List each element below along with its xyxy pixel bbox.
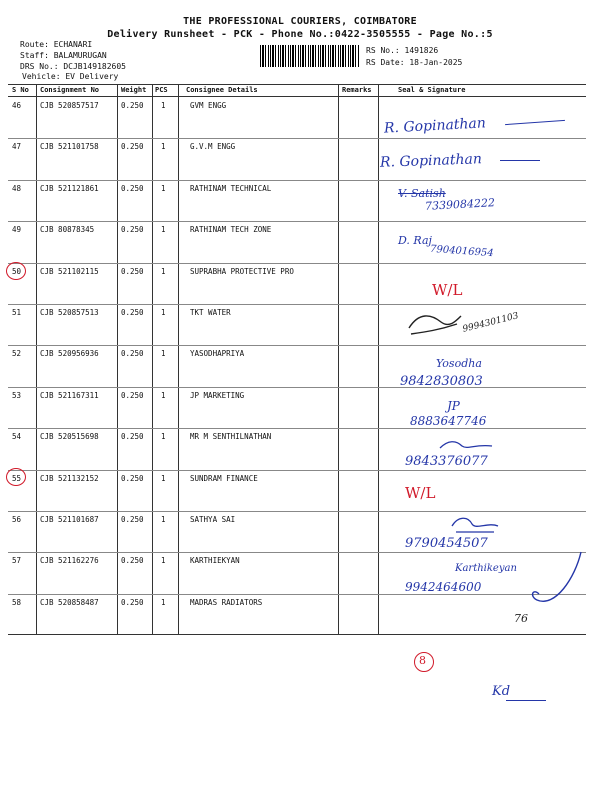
cell-weight: 0.250 [121,142,144,152]
table-top-border [8,84,586,85]
cell-pcs: 1 [161,515,166,524]
cell-consignee: SUNDRAM FINANCE [190,473,258,483]
cell-pcs: 1 [161,183,166,193]
staff: Staff: BALAMURUGAN [20,51,107,60]
header-weight: Weight [121,86,147,94]
signature-row-56-phone: 9790454507 [405,536,488,551]
cell-sno: 54 [12,432,22,442]
cell-consignment: CJB 80878345 [40,225,95,235]
signature-row-52-phone: 9842830803 [400,374,483,389]
cell-weight: 0.250 [121,266,144,276]
cell-consignment: CJB 520515698 [40,432,99,442]
signature-row-54-scribble [436,438,496,454]
cell-sno: 57 [12,556,22,566]
rs-date: RS Date: 18-Jan-2025 [366,58,463,67]
cell-weight: 0.250 [121,349,144,359]
cell-sno: 52 [12,349,22,359]
cell-weight: 0.250 [121,183,144,193]
remark-row-50: W/L [432,281,463,299]
cell-consignee: RATHINAM TECH ZONE [190,225,272,235]
cell-weight: 0.250 [121,597,144,607]
row-divider [8,387,586,388]
cell-weight: 0.250 [121,308,144,317]
signature-row-57-name: Karthikeyan [455,563,517,574]
closing-check-stroke [525,548,585,638]
table-bottom-border [8,634,586,635]
cell-weight: 0.250 [121,556,144,566]
cell-pcs: 1 [161,390,166,400]
cell-weight: 0.250 [121,225,144,235]
cell-consignee: GVM ENGG [190,101,227,110]
cell-sno: 51 [12,308,22,317]
cell-consignee: RATHINAM TECHNICAL [190,183,272,193]
remark-row-55: W/L [405,484,436,502]
cell-weight: 0.250 [121,515,144,524]
cell-weight: 0.250 [121,101,144,110]
signature-row-57-phone: 9942464600 [405,580,482,594]
rs-number: RS No.: 1491826 [366,46,439,55]
cell-consignment: CJB 521102115 [40,266,99,276]
cell-consignee: KARTHIEKYAN [190,556,240,566]
cell-sno: 47 [12,142,22,152]
row-divider [8,180,586,181]
signature-row-51-scribble [405,308,465,340]
signature-row-53-name: JP [447,399,460,413]
header-signature: Seal & Signature [398,86,466,94]
cell-consignment: CJB 520857513 [40,308,99,317]
cell-weight: 0.250 [121,473,144,483]
signature-row-48-name: V. Satish [398,187,446,200]
cell-sno: 49 [12,225,22,235]
header-consignment: Consignment No [40,86,100,94]
row-divider [8,304,586,305]
signature-stroke [505,120,565,125]
cell-consignee: SUPRABHA PROTECTIVE PRO [190,266,294,276]
cell-consignment: CJB 520857517 [40,101,99,110]
cell-consignment: CJB 521121861 [40,183,99,193]
cell-pcs: 1 [161,349,166,359]
runsheet-title: THE PROFESSIONAL COURIERS, COIMBATORE [183,16,417,27]
cell-consignee: MADRAS RADIATORS [190,597,263,607]
signature-row-52-name: Yosodha [436,357,482,370]
cell-consignment: CJB 521167311 [40,390,99,400]
cell-consignment: CJB 520956936 [40,349,99,359]
cell-pcs: 1 [161,101,166,110]
cell-pcs: 1 [161,308,166,317]
row-divider [8,594,586,595]
initials-underline [506,700,546,701]
vehicle: Vehicle: EV Delivery [22,72,119,81]
cell-sno: 50 [12,266,22,276]
cell-consignment: CJB 521132152 [40,473,99,483]
header-remarks: Remarks [342,86,372,94]
red-circle-row-55 [6,468,26,486]
runsheet-subtitle: Delivery Runsheet - PCK - Phone No.:0422-3505555 - Page No.:5 [107,29,493,40]
cell-pcs: 1 [161,266,166,276]
cell-sno: 46 [12,101,22,110]
red-circle-row-50 [6,262,26,280]
signature-row-49-phone: 7904016954 [429,243,494,260]
cell-pcs: 1 [161,142,166,152]
cell-consignment: CJB 520858487 [40,597,99,607]
total-count: 76 [514,612,528,625]
signature-row-51-phone: 9994301103 [461,311,520,335]
cell-sno: 55 [12,473,22,483]
barcode-image [260,45,360,67]
signature-row-49-name: D. Raj [398,234,432,247]
cell-weight: 0.250 [121,432,144,442]
cell-consignee: TKT WATER [190,308,231,317]
cell-pcs: 1 [161,473,166,483]
cell-consignee: SATHYA SAI [190,515,236,524]
circled-number: 8 [419,654,426,667]
cell-pcs: 1 [161,556,166,566]
cell-sno: 56 [12,515,22,524]
cell-consignment: CJB 521162276 [40,556,99,566]
route: Route: ECHANARI [20,40,93,49]
cell-consignment: CJB 521101758 [40,142,99,152]
header-pcs: PCS [155,86,168,94]
cell-sno: 58 [12,597,22,607]
signature-row-54-phone: 9843376077 [405,454,488,469]
row-divider [8,263,586,264]
cell-sno: 53 [12,390,22,400]
row-divider [8,138,586,139]
signature-row-48-phone: 7339084222 [424,196,496,213]
signature-row-47: R. Gopinathan [379,151,483,171]
cell-pcs: 1 [161,432,166,442]
signature-row-53-phone: 8883647746 [410,414,487,428]
table-header-border [8,96,586,97]
drs-number: DRS No.: DCJB149182605 [20,62,126,71]
signature-stroke [500,160,540,161]
cell-sno: 48 [12,183,22,193]
row-divider [8,470,586,471]
row-divider [8,428,586,429]
initials: Kd [492,684,511,699]
signature-row-56-scribble [448,512,502,536]
cell-consignment: CJB 521101687 [40,515,99,524]
header-consignee: Consignee Details [186,86,258,94]
cell-weight: 0.250 [121,390,144,400]
row-divider [8,221,586,222]
header-sno: S No [12,86,29,94]
signature-row-46: R. Gopinathan [383,115,487,137]
cell-pcs: 1 [161,225,166,235]
cell-consignee: MR M SENTHILNATHAN [190,432,272,442]
cell-consignee: JP MARKETING [190,390,245,400]
cell-pcs: 1 [161,597,166,607]
row-divider [8,345,586,346]
cell-consignee: G.V.M ENGG [190,142,236,152]
row-divider [8,552,586,553]
cell-consignee: YASODHAPRIYA [190,349,245,359]
